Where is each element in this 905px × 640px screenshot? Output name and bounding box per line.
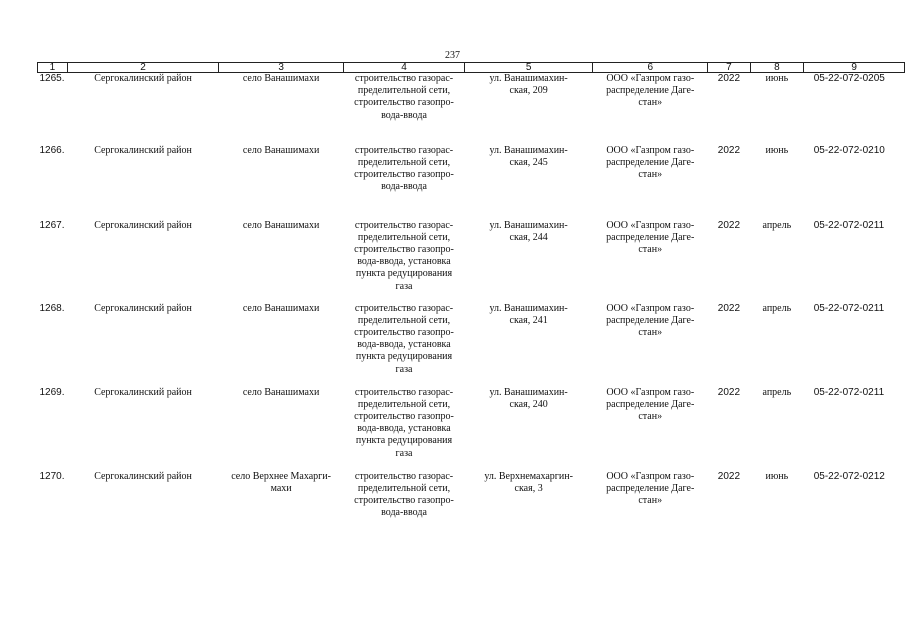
address-cell: ул. Ванашимахин- ская, 241 <box>489 302 568 326</box>
district-cell: Сергокалинский район <box>94 73 192 84</box>
settlement-cell: село Верхнее Махарги- махи <box>231 470 331 494</box>
row-number: 1269. <box>39 386 65 398</box>
column-header: 5 <box>465 63 593 73</box>
row-number: 1266. <box>39 144 65 156</box>
table-row <box>38 220 905 303</box>
work-cell: строительство газорас- пределительной сети, строительство газопро- вода-ввода <box>354 73 454 121</box>
page-number: 237 <box>445 50 460 61</box>
column-header: 3 <box>219 63 344 73</box>
row-number: 1267. <box>39 219 65 231</box>
code-cell: 05-22-072-0211 <box>813 302 885 314</box>
district-cell: Сергокалинский район <box>94 219 192 231</box>
code-cell: 05-22-072-0212 <box>813 470 885 482</box>
settlement-cell: село Ванашимахи <box>242 219 320 231</box>
column-header: 7 <box>708 63 750 73</box>
settlement-cell: село Ванашимахи <box>242 144 320 156</box>
organization-cell: ООО «Газпром газо- распределение Даге- стан» <box>606 144 695 180</box>
settlement-cell: село Ванашимахи <box>242 302 320 314</box>
code-cell: 05-22-072-0210 <box>813 144 885 156</box>
column-header: 9 <box>804 63 905 73</box>
table-row <box>38 387 905 471</box>
address-cell: ул. Ванашимахин- ская, 245 <box>489 144 568 168</box>
address-cell: ул. Ванашимахин- ская, 240 <box>489 386 568 410</box>
year-cell: 2022 <box>717 219 741 231</box>
year-cell: 2022 <box>717 470 741 482</box>
month-cell: апрель <box>762 302 792 314</box>
work-cell: строительство газорас- пределительной сети, строительство газопро- вода-ввода, установка пункта редуцирования газа <box>354 302 454 375</box>
column-header: 4 <box>343 63 464 73</box>
work-cell: строительство газорас- пределительной сети, строительство газопро- вода-ввода <box>354 144 454 193</box>
month-cell: июнь <box>765 73 789 84</box>
month-cell: апрель <box>762 219 792 231</box>
organization-cell: ООО «Газпром газо- распределение Даге- стан» <box>606 302 695 338</box>
register-table <box>37 62 905 531</box>
year-cell: 2022 <box>717 73 741 84</box>
organization-cell: ООО «Газпром газо- распределение Даге- стан» <box>606 470 695 506</box>
district-cell: Сергокалинский район <box>94 386 192 398</box>
month-cell: июнь <box>765 470 789 482</box>
row-number: 1265. <box>39 73 65 84</box>
column-number-header-row <box>38 63 905 73</box>
row-number: 1268. <box>39 302 65 314</box>
table-row <box>38 145 905 220</box>
work-cell: строительство газорас- пределительной сети, строительство газопро- вода-ввода, установка пункта редуцирования газа <box>354 386 454 459</box>
year-cell: 2022 <box>717 302 741 314</box>
district-cell: Сергокалинский район <box>94 302 192 314</box>
organization-cell: ООО «Газпром газо- распределение Даге- стан» <box>606 386 695 422</box>
code-cell: 05-22-072-0205 <box>813 73 885 84</box>
address-cell: ул. Ванашимахин- ская, 209 <box>489 73 568 97</box>
district-cell: Сергокалинский район <box>94 470 192 482</box>
code-cell: 05-22-072-0211 <box>813 386 885 398</box>
column-header: 2 <box>67 63 219 73</box>
settlement-cell: село Ванашимахи <box>242 386 320 398</box>
table-row <box>38 471 905 531</box>
settlement-cell: село Ванашимахи <box>242 73 320 84</box>
work-cell: строительство газорас- пределительной сети, строительство газопро- вода-ввода <box>354 470 454 519</box>
work-cell: строительство газорас- пределительной сети, строительство газопро- вода-ввода, установка пункта редуцирования газа <box>354 219 454 292</box>
code-cell: 05-22-072-0211 <box>813 219 885 231</box>
district-cell: Сергокалинский район <box>94 144 192 156</box>
organization-cell: ООО «Газпром газо- распределение Даге- стан» <box>606 219 695 255</box>
organization-cell: ООО «Газпром газо- распределение Даге- стан» <box>606 73 695 109</box>
address-cell: ул. Верхнемахаргин- ская, 3 <box>484 470 573 494</box>
month-cell: апрель <box>762 386 792 398</box>
year-cell: 2022 <box>717 386 741 398</box>
table-row <box>38 303 905 387</box>
table-row <box>38 73 905 145</box>
year-cell: 2022 <box>717 144 741 156</box>
column-header: 6 <box>593 63 708 73</box>
column-header: 1 <box>38 63 68 73</box>
row-number: 1270. <box>39 470 65 482</box>
address-cell: ул. Ванашимахин- ская, 244 <box>489 219 568 243</box>
month-cell: июнь <box>765 144 789 156</box>
column-header: 8 <box>750 63 804 73</box>
